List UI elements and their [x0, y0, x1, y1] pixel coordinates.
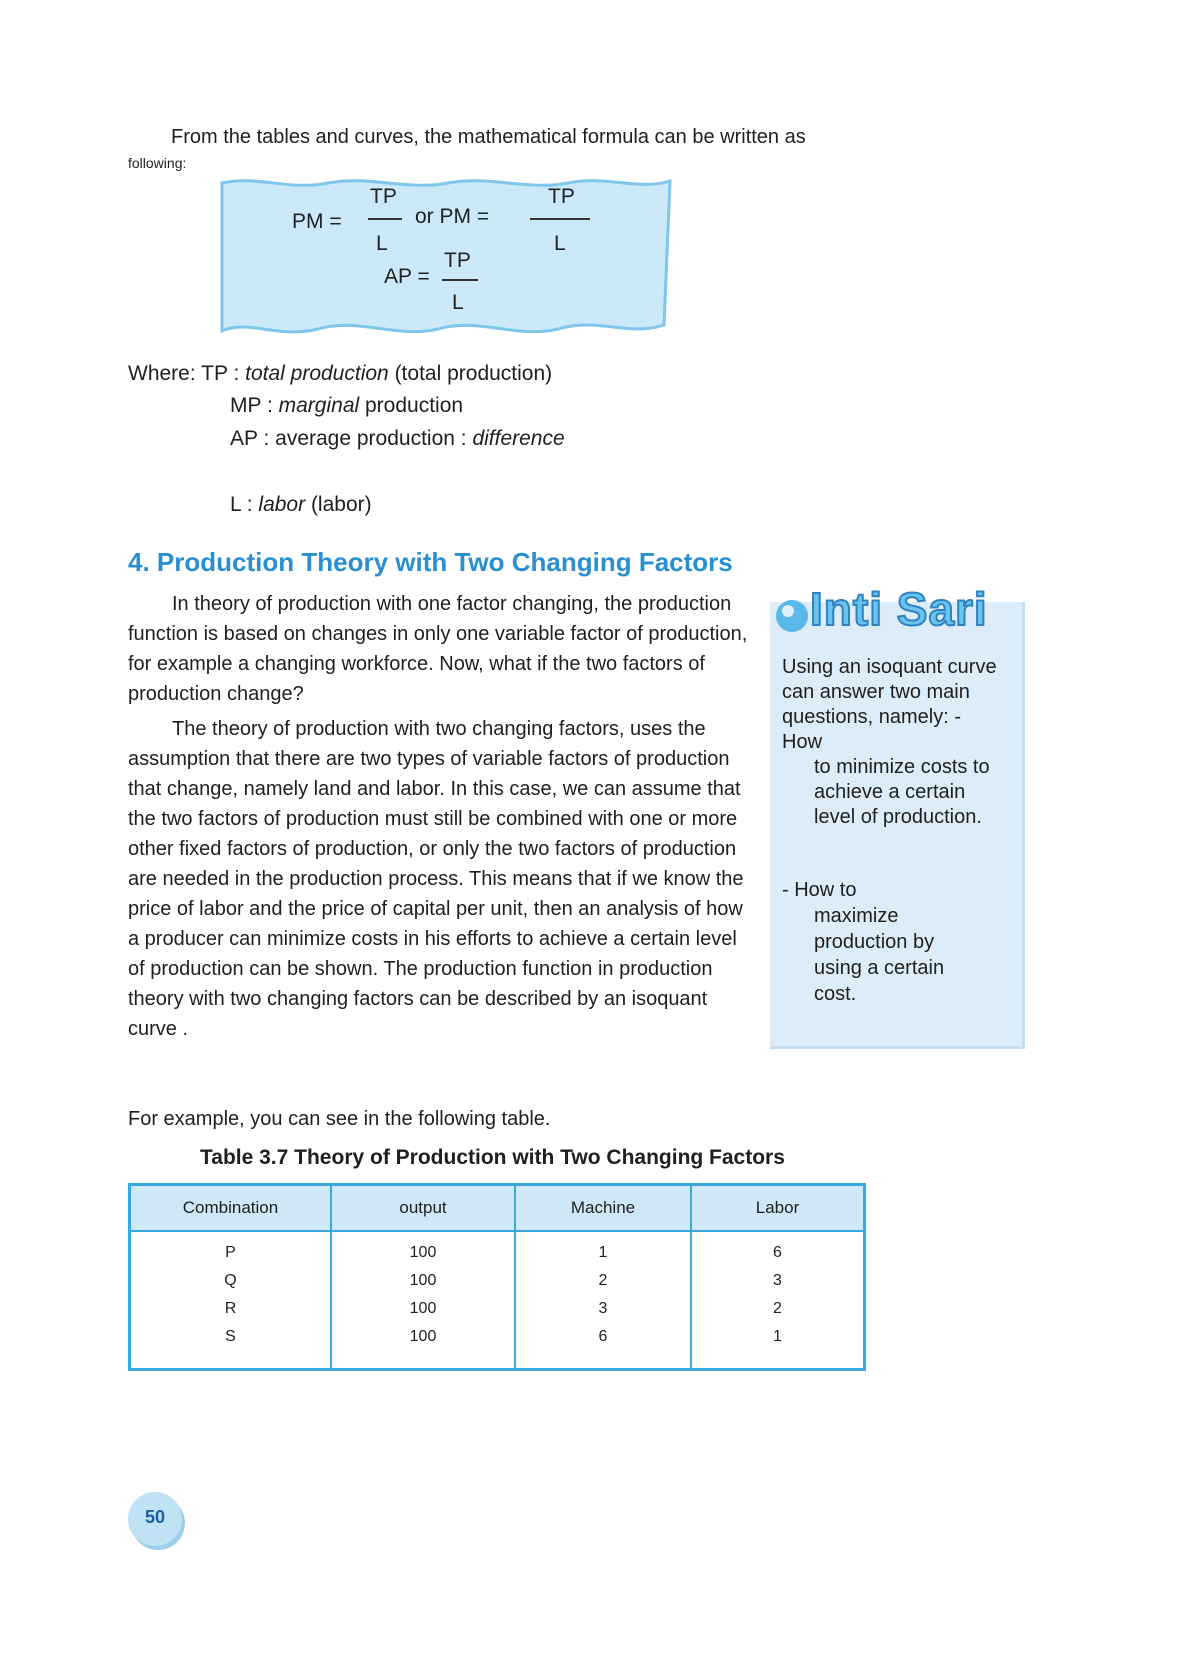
where-prefix: Where:: [128, 362, 202, 385]
table-caption: Table 3.7 Theory of Production with Two Changing Factors: [200, 1146, 785, 1169]
cell-labor: 6: [691, 1231, 865, 1267]
pm-fraction-bar: [368, 218, 402, 220]
table-row: [130, 1231, 865, 1267]
pm-denominator: L: [376, 232, 388, 255]
cell-machine: 2: [515, 1267, 691, 1295]
cell-output: 100: [331, 1267, 515, 1295]
l-abbr: L :: [230, 493, 259, 516]
inti-sari-intro: Using an isoquant curve can answer two main questions, namely: - How: [782, 656, 997, 753]
cell-output: 100: [331, 1323, 515, 1370]
page-number: 50: [128, 1492, 182, 1546]
pm-numerator: TP: [370, 185, 397, 208]
pm2-denominator: L: [554, 232, 566, 255]
ap-italic: difference: [472, 427, 565, 450]
ap-denominator: L: [452, 291, 464, 314]
header-machine: Machine: [515, 1185, 691, 1232]
formula-box: [218, 175, 674, 345]
cell-output: 100: [331, 1295, 515, 1323]
pm2-fraction-bar: [530, 218, 590, 220]
table-header-row: [130, 1185, 865, 1232]
tp-abbr: TP :: [201, 362, 246, 385]
paragraph-one-factor: In theory of production with one factor changing, the production function is based on changes in only one variable factor of production, for example a changing workforce. Now, what if the two factors of production change?: [128, 593, 748, 705]
cell-combination: S: [130, 1323, 332, 1370]
intro-text: From the tables and curves, the mathematical formula can be written as: [171, 126, 806, 148]
inti-sari-point-two: maximize production by using a certain cost.: [814, 905, 945, 1005]
section-title: 4. Production Theory with Two Changing Factors: [128, 547, 733, 577]
paragraph-example: For example, you can see in the following table.: [128, 1108, 551, 1130]
inti-sari-title: Inti Sari: [810, 583, 988, 635]
inti-sari-point-one: to minimize costs to achieve a certain level of production.: [814, 756, 990, 828]
cell-machine: 6: [515, 1323, 691, 1370]
pm2-numerator: TP: [548, 185, 575, 208]
definition-tp: [128, 362, 552, 386]
tp-rest: (total production): [388, 362, 553, 385]
definition-l: [230, 493, 372, 517]
table-row: [130, 1267, 865, 1295]
ap-label: AP =: [384, 265, 430, 288]
cell-machine: 1: [515, 1231, 691, 1267]
pm-label: PM =: [292, 210, 342, 233]
definition-mp: [230, 394, 463, 418]
mp-rest: production: [359, 394, 464, 417]
cell-machine: 3: [515, 1295, 691, 1323]
paragraph-two-factors: The theory of production with two changing factors, uses the assumption that there are two types of variable factors of production that change, namely land and labor. In this case, we can assume that the two factors of production must still be combined with one or more other fixed factors of production, or only the two factors of production are needed in the production process. This means that if we know the price of labor and the price of capital per unit, then an analysis of how a producer can minimize costs in his efforts to achieve a certain level of production can be shown. The production function in production theory with two changing factors can be described by an isoquant curve .: [128, 718, 744, 1040]
cell-combination: Q: [130, 1267, 332, 1295]
bullet-circle-icon: [772, 596, 812, 636]
cell-output: 100: [331, 1231, 515, 1267]
l-italic: labor: [258, 493, 306, 516]
mp-italic: marginal: [278, 394, 360, 417]
cell-combination: R: [130, 1295, 332, 1323]
header-output: output: [331, 1185, 515, 1232]
table-row: [130, 1295, 865, 1323]
header-combination: Combination: [130, 1185, 332, 1232]
header-labor: Labor: [691, 1185, 865, 1232]
table-row: [130, 1323, 865, 1370]
l-rest: (labor): [305, 493, 372, 516]
ap-numerator: TP: [444, 249, 471, 272]
production-table: [128, 1183, 866, 1371]
intro-text-continued: following:: [128, 155, 187, 171]
inti-sari-point-two-lead: - How to: [782, 879, 857, 901]
or-pm-label: or PM =: [415, 205, 490, 228]
cell-combination: P: [130, 1231, 332, 1267]
mp-abbr: MP :: [230, 394, 279, 417]
cell-labor: 1: [691, 1323, 865, 1370]
definition-ap: [230, 427, 565, 451]
ap-fraction-bar: [442, 279, 478, 281]
tp-italic: total production: [245, 362, 389, 385]
cell-labor: 2: [691, 1295, 865, 1323]
ap-abbr: AP : average production :: [230, 427, 473, 450]
cell-labor: 3: [691, 1267, 865, 1295]
